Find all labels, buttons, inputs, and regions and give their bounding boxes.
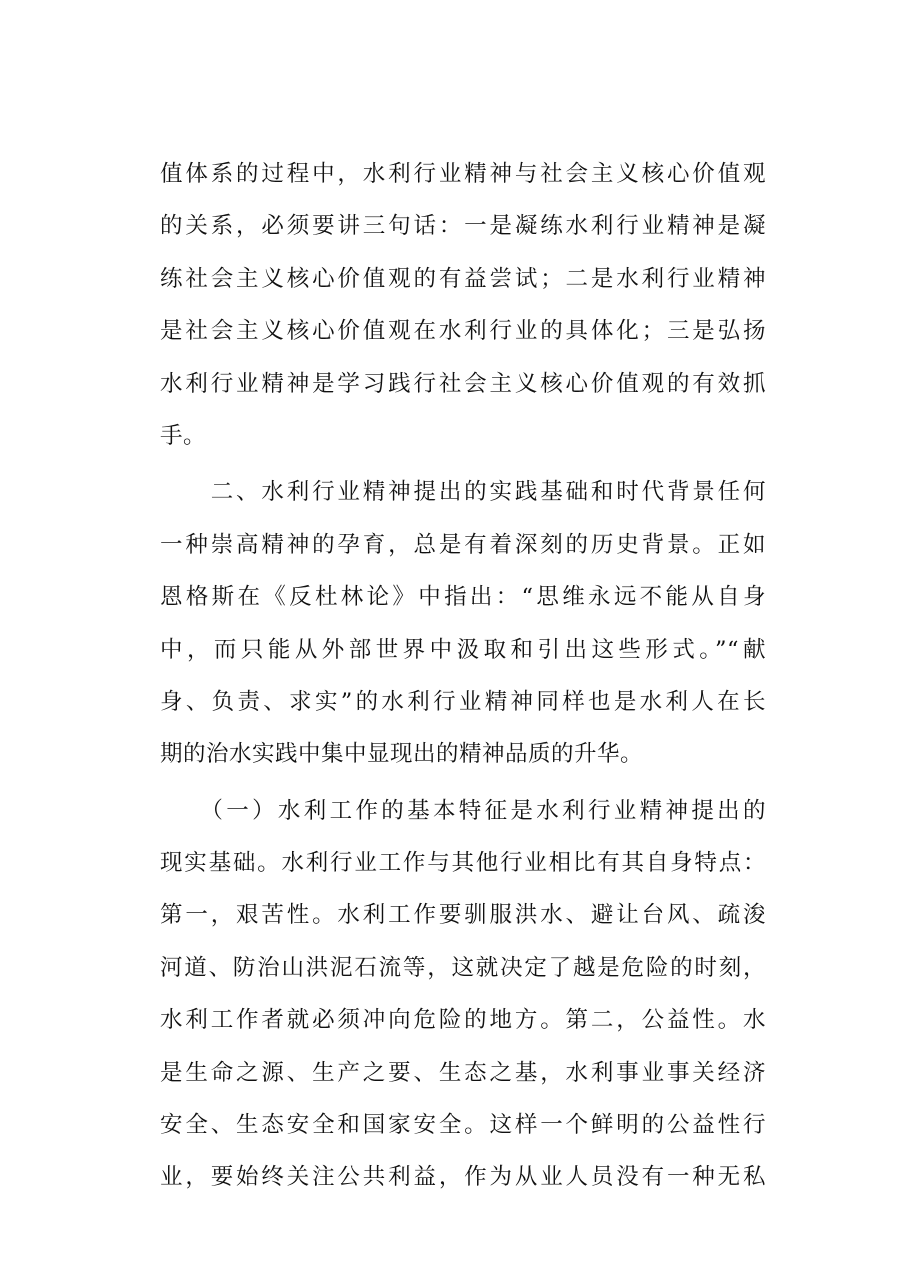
text-line: 水利工作者就必须冲向危险的地方。第二，公益性。水 bbox=[160, 1007, 766, 1034]
paragraph bbox=[160, 785, 766, 1204]
text-line: 业，要始终关注公共利益，作为从业人员没有一种无私 bbox=[160, 1164, 766, 1191]
text-line: 身、负责、求实”的水利行业精神同样也是水利人在长 bbox=[160, 688, 766, 715]
text-line: （一）水利工作的基本特征是水利行业精神提出的 bbox=[160, 797, 766, 824]
text-line: 现实基础。水利行业工作与其他行业相比有其自身特点： bbox=[160, 850, 766, 877]
document-body bbox=[160, 148, 766, 1204]
text-line: 第一，艰苦性。水利工作要驯服洪水、避让台风、疏浚 bbox=[160, 902, 766, 929]
text-line: 安全、生态安全和国家安全。这样一个鲜明的公益性行 bbox=[160, 1112, 766, 1139]
text-line: 是生命之源、生产之要、生态之基，水利事业事关经济 bbox=[160, 1059, 766, 1086]
paragraph bbox=[160, 148, 766, 462]
text-line: 中，而只能从外部世界中汲取和引出这些形式。”“献 bbox=[160, 636, 766, 663]
text-line: 值体系的过程中，水利行业精神与社会主义核心价值观 bbox=[160, 161, 766, 187]
text-line: 期的治水实践中集中显现出的精神品质的升华。 bbox=[160, 741, 644, 768]
text-line: 水利行业精神是学习践行社会主义核心价值观的有效抓 bbox=[160, 370, 766, 397]
text-line: 的关系，必须要讲三句话：一是凝练水利行业精神是凝 bbox=[160, 213, 766, 240]
text-line: 恩格斯在《反杜林论》中指出：“思维永远不能从自身 bbox=[160, 584, 766, 611]
text-line: 是社会主义核心价值观在水利行业的具体化；三是弘扬 bbox=[160, 318, 766, 345]
text-line: 一种崇高精神的孕育，总是有着深刻的历史背景。正如 bbox=[160, 531, 766, 558]
text-line: 二、水利行业精神提出的实践基础和时代背景任何 bbox=[160, 479, 766, 506]
paragraph bbox=[160, 466, 766, 780]
text-line: 手。 bbox=[160, 422, 207, 449]
text-line: 河道、防治山洪泥石流等，这就决定了越是危险的时刻， bbox=[160, 954, 766, 981]
text-line: 练社会主义核心价值观的有益尝试；二是水利行业精神 bbox=[160, 265, 766, 292]
